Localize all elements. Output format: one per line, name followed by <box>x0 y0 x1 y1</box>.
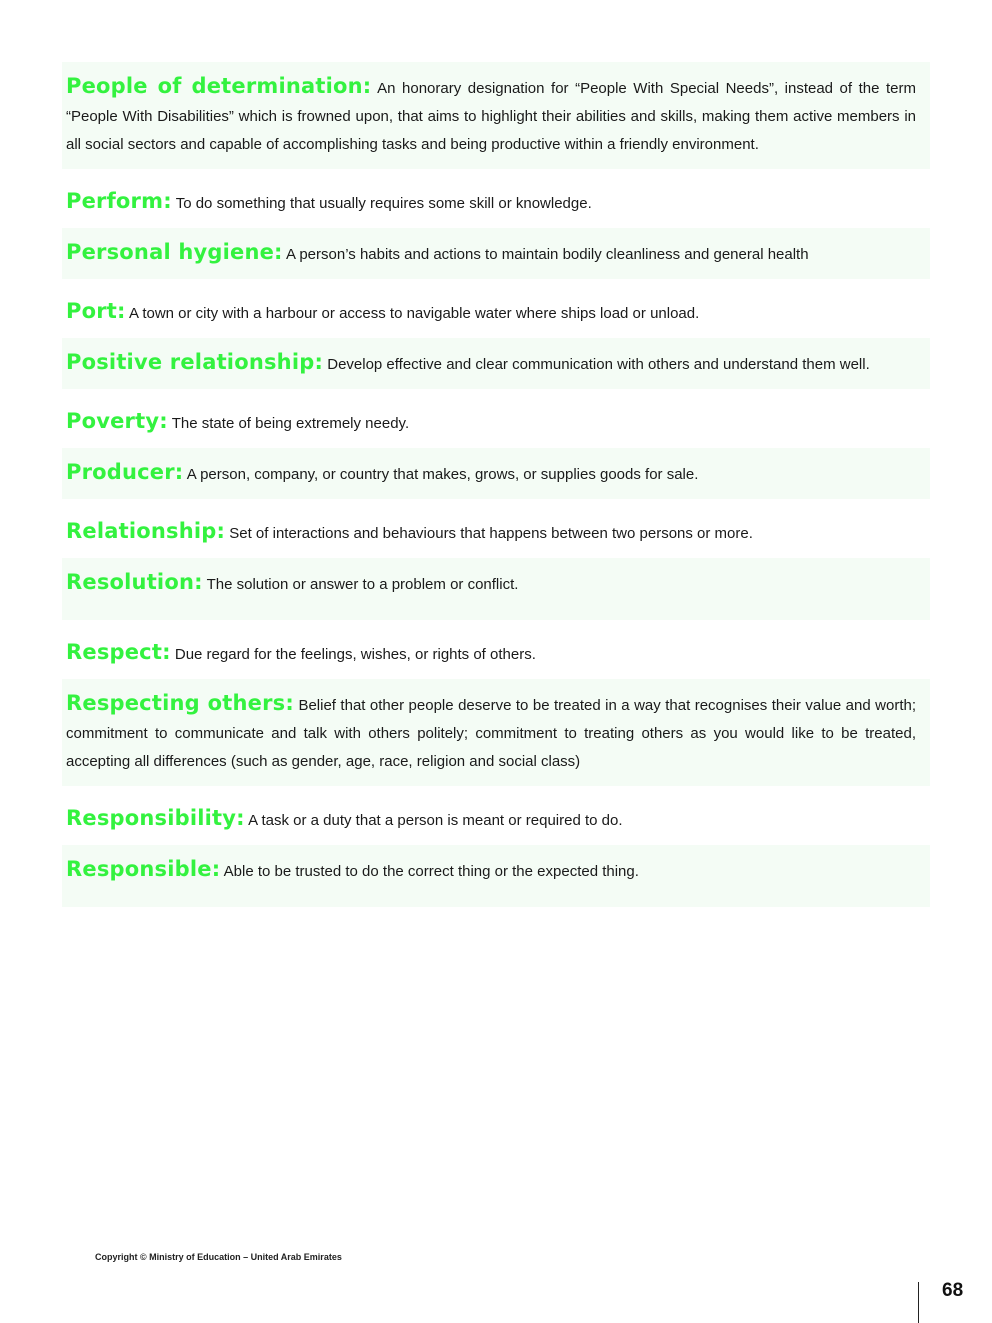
glossary-term: Port: <box>66 299 126 323</box>
glossary-entry-responsibility <box>62 794 930 845</box>
glossary-definition: The solution or answer to a problem or conflict. <box>206 576 519 593</box>
glossary-definition: To do something that usually requires some skill or knowledge. <box>175 195 592 212</box>
glossary-definition: Due regard for the feelings, wishes, or rights of others. <box>174 646 536 663</box>
glossary-definition: Able to be trusted to do the correct thing or the expected thing. <box>223 863 639 880</box>
glossary-definition: A person’s habits and actions to maintain bodily cleanliness and general health <box>286 246 809 263</box>
glossary-term: Positive relationship: <box>66 350 324 374</box>
glossary-term: People of determination: <box>66 74 372 98</box>
glossary-definition: A task or a duty that a person is meant or required to do. <box>248 812 623 829</box>
glossary-entry-respecting-others <box>62 679 930 786</box>
copyright-notice: Copyright © Ministry of Education – United Arab Emirates <box>95 1252 342 1262</box>
glossary-definition: Set of interactions and behaviours that happens between two persons or more. <box>229 525 753 542</box>
glossary-definition: Develop effective and clear communication with others and understand them well. <box>327 356 870 373</box>
page-number-divider <box>918 1282 919 1323</box>
glossary-entry-resolution <box>62 558 930 620</box>
glossary-entry-personal-hygiene <box>62 228 930 279</box>
glossary-entry-positive-relationship <box>62 338 930 389</box>
glossary-term: Responsibility: <box>66 806 245 830</box>
glossary-term: Respecting others: <box>66 691 294 715</box>
glossary-entry-responsible <box>62 845 930 907</box>
glossary-entry-respect <box>62 628 930 679</box>
glossary-list <box>62 62 930 907</box>
glossary-term: Resolution: <box>66 570 203 594</box>
glossary-term: Perform: <box>66 189 172 213</box>
glossary-entry-poverty <box>62 397 930 448</box>
glossary-definition: A town or city with a harbour or access to navigable water where ships load or unload. <box>128 305 700 322</box>
glossary-definition: Belief that other people deserve to be treated in a way that recognises their value and worth; commitment to communicate and talk with others politely; commitment to treating others as you would like to be treated, accepting all differences (such as gender, age, race, religion and social class) <box>66 697 916 770</box>
glossary-entry-people-of-determination <box>62 62 930 169</box>
glossary-term: Responsible: <box>66 857 221 881</box>
glossary-term: Personal hygiene: <box>66 240 283 264</box>
glossary-entry-perform <box>62 177 930 228</box>
page-number: 68 <box>942 1280 964 1301</box>
glossary-definition: An honorary designation for “People With Special Needs”, instead of the term “People With Disabilities” which is frowned upon, that aims to highlight their abilities and skills, making them active members in all social sectors and capable of accomplishing tasks and being productive within a friendly environment. <box>66 80 917 153</box>
glossary-entry-relationship <box>62 507 930 558</box>
glossary-entry-port <box>62 287 930 338</box>
glossary-term: Relationship: <box>66 519 226 543</box>
glossary-term: Poverty: <box>66 409 168 433</box>
glossary-term: Respect: <box>66 640 171 664</box>
glossary-definition: The state of being extremely needy. <box>171 415 410 432</box>
glossary-definition: A person, company, or country that makes, grows, or supplies goods for sale. <box>186 466 699 483</box>
glossary-entry-producer <box>62 448 930 499</box>
glossary-term: Producer: <box>66 460 184 484</box>
